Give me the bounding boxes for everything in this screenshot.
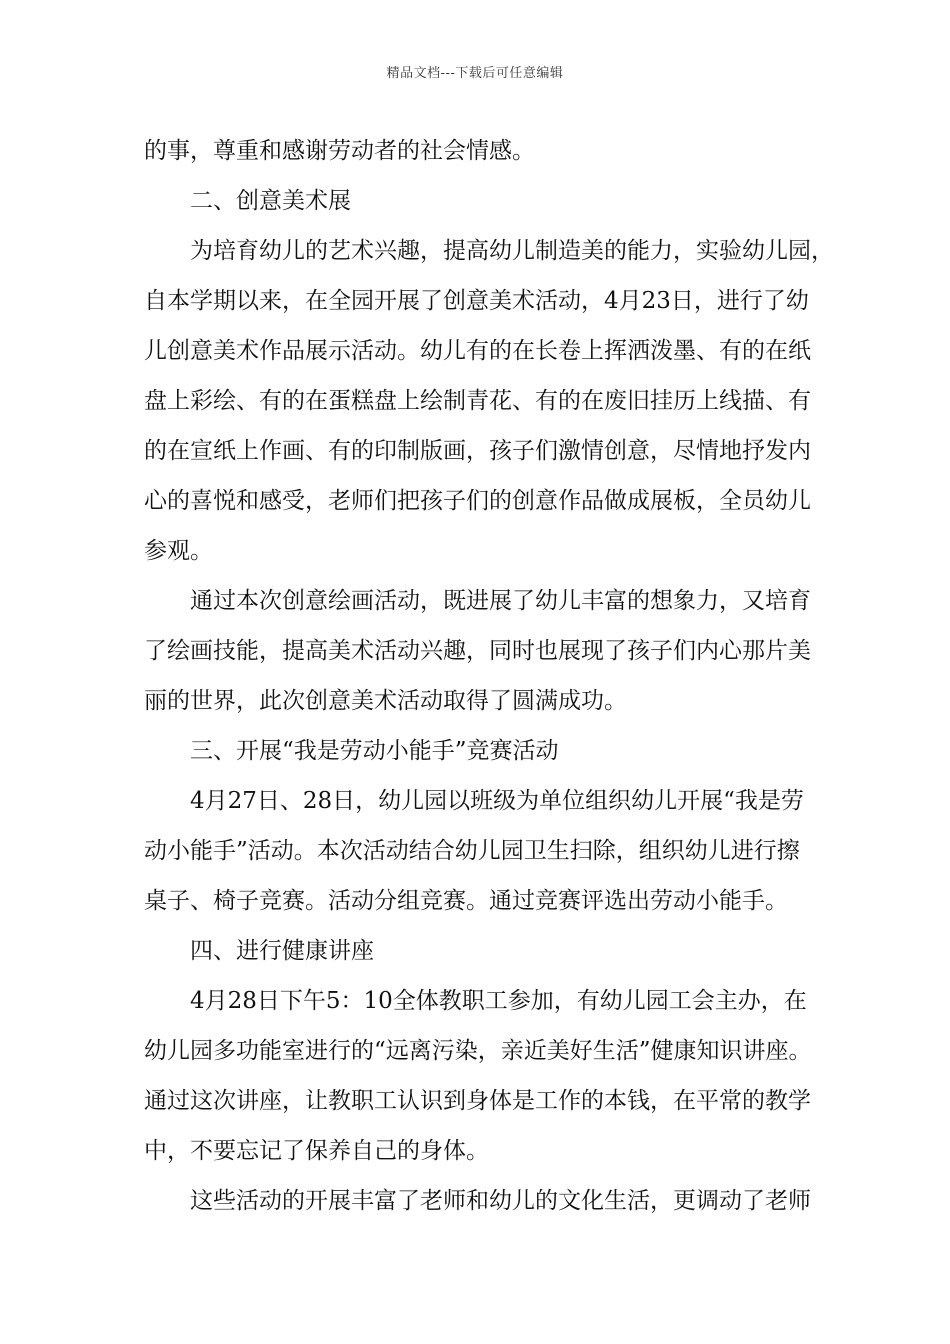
text-line: 中，不要忘记了保养自己的身体。	[144, 1138, 489, 1164]
text-line: 的在宣纸上作画、有的印制版画，孩子们激情创意，尽情地抒发内	[144, 438, 811, 464]
text-line: 通过本次创意绘画活动，既进展了幼儿丰富的想象力，又培育	[190, 588, 811, 614]
text-line: 4月28日下午5：10全体教职工参加，有幼儿园工会主办，在	[190, 988, 807, 1014]
section-heading: 三、开展“我是劳动小能手”竞赛活动	[190, 738, 559, 764]
page-header: 精品文档---下载后可任意编辑	[386, 66, 564, 81]
text-line: 桌子、椅子竞赛。活动分组竞赛。通过竞赛评选出劳动小能手。	[144, 888, 788, 914]
text-line: 参观。	[144, 538, 213, 564]
text-line: 儿创意美术作品展示活动。幼儿有的在长卷上挥洒泼墨、有的在纸	[144, 338, 811, 364]
text-line: 幼儿园多功能室进行的“远离污染，亲近美好生活”健康知识讲座。	[144, 1038, 812, 1064]
text-line: 为培育幼儿的艺术兴趣，提高幼儿制造美的能力，实验幼儿园，	[190, 238, 834, 264]
text-line: 心的喜悦和感受，老师们把孩子们的创意作品做成展板，全员幼儿	[144, 488, 811, 514]
text-line: 自本学期以来，在全园开展了创意美术活动，4月23日，进行了幼	[144, 288, 809, 314]
section-heading: 二、创意美术展	[190, 188, 351, 214]
text-line: 通过这次讲座，让教职工认识到身体是工作的本钱，在平常的教学	[144, 1088, 811, 1114]
text-line: 盘上彩绘、有的在蛋糕盘上绘制青花、有的在废旧挂历上线描、有	[144, 388, 811, 414]
text-line: 丽的世界，此次创意美术活动取得了圆满成功。	[144, 688, 627, 714]
section-heading: 四、进行健康讲座	[190, 938, 374, 964]
text-line: 4月27日、28日，幼儿园以班级为单位组织幼儿开展“我是劳	[190, 788, 804, 814]
text-line: 动小能手”活动。本次活动结合幼儿园卫生扫除，组织幼儿进行擦	[144, 838, 800, 864]
text-line: 的事，尊重和感谢劳动者的社会情感。	[144, 138, 535, 164]
text-line: 了绘画技能，提高美术活动兴趣，同时也展现了孩子们内心那片美	[144, 638, 811, 664]
text-line: 这些活动的开展丰富了老师和幼儿的文化生活，更调动了老师	[190, 1188, 811, 1214]
